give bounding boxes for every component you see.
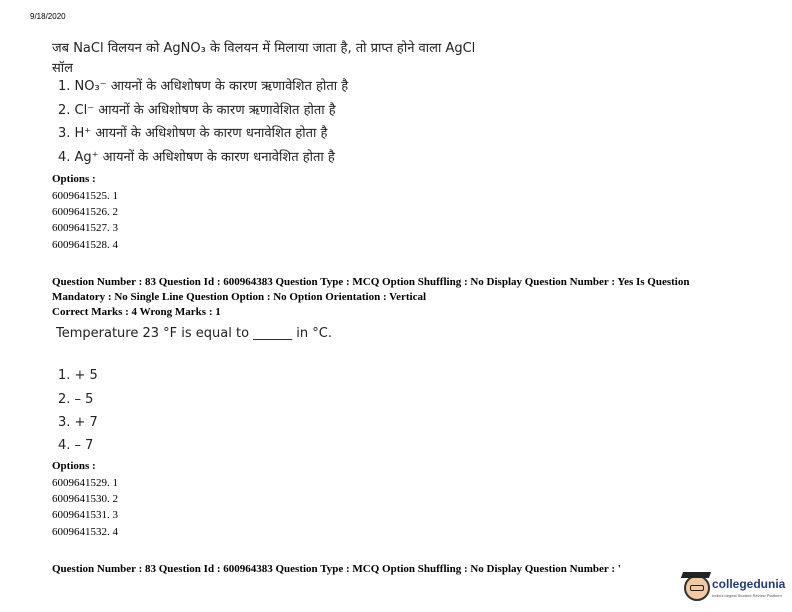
question-meta-line-1: Question Number : 83 Question Id : 600964383 Question Type : MCQ Option Shuffling : No Display Question Number : Yes Is Question <box>52 276 690 288</box>
answer-choice: 4. – 7 <box>58 438 94 453</box>
option-id: 6009641527. 3 <box>52 222 118 234</box>
option-id: 6009641525. 1 <box>52 190 118 202</box>
options-label: Options : <box>52 173 96 185</box>
answer-choice: 4. Ag⁺ आयनों के अधिशोषण के कारण धनावेशित होता है <box>58 150 335 165</box>
question-meta-line-2: Mandatory : No Single Line Question Option : No Option Orientation : Vertical <box>52 291 427 303</box>
option-id: 6009641532. 4 <box>52 526 118 538</box>
option-id: 6009641528. 4 <box>52 239 118 251</box>
next-question-meta: Question Number : 83 Question Id : 600964383 Question Type : MCQ Option Shuffling : No Display Question Number : ' <box>52 563 621 575</box>
option-id: 6009641530. 2 <box>52 493 118 505</box>
options-label: Options : <box>52 460 96 472</box>
collegedunia-logo <box>684 573 784 605</box>
answer-choice: 2. Cl⁻ आयनों के अधिशोषण के कारण ऋणावेशित होता है <box>58 103 336 118</box>
answer-choice: 1. + 5 <box>58 368 98 383</box>
question-text-line-2: सॉल <box>52 61 73 76</box>
answer-choice: 1. NO₃⁻ आयनों के अधिशोषण के कारण ऋणावेशित होता है <box>58 79 349 94</box>
question-text-line-1: जब NaCl विलयन को AgNO₃ के विलयन में मिलाया जाता है, तो प्राप्त होने वाला AgCl <box>52 41 476 56</box>
question-marks: Correct Marks : 4 Wrong Marks : 1 <box>52 306 221 318</box>
option-id: 6009641531. 3 <box>52 509 118 521</box>
answer-choice: 2. – 5 <box>58 392 94 407</box>
print-date: 9/18/2020 <box>30 12 66 21</box>
option-id: 6009641529. 1 <box>52 477 118 489</box>
logo-name: collegedunia <box>712 577 786 591</box>
answer-choice: 3. H⁺ आयनों के अधिशोषण के कारण धनावेशित होता है <box>58 126 328 141</box>
graduate-mascot-icon <box>684 575 710 601</box>
logo-tagline: India's largest Student Review Platform <box>712 593 782 598</box>
answer-choice: 3. + 7 <box>58 415 98 430</box>
question-text: Temperature 23 °F is equal to ______ in °C. <box>56 326 332 341</box>
option-id: 6009641526. 2 <box>52 206 118 218</box>
